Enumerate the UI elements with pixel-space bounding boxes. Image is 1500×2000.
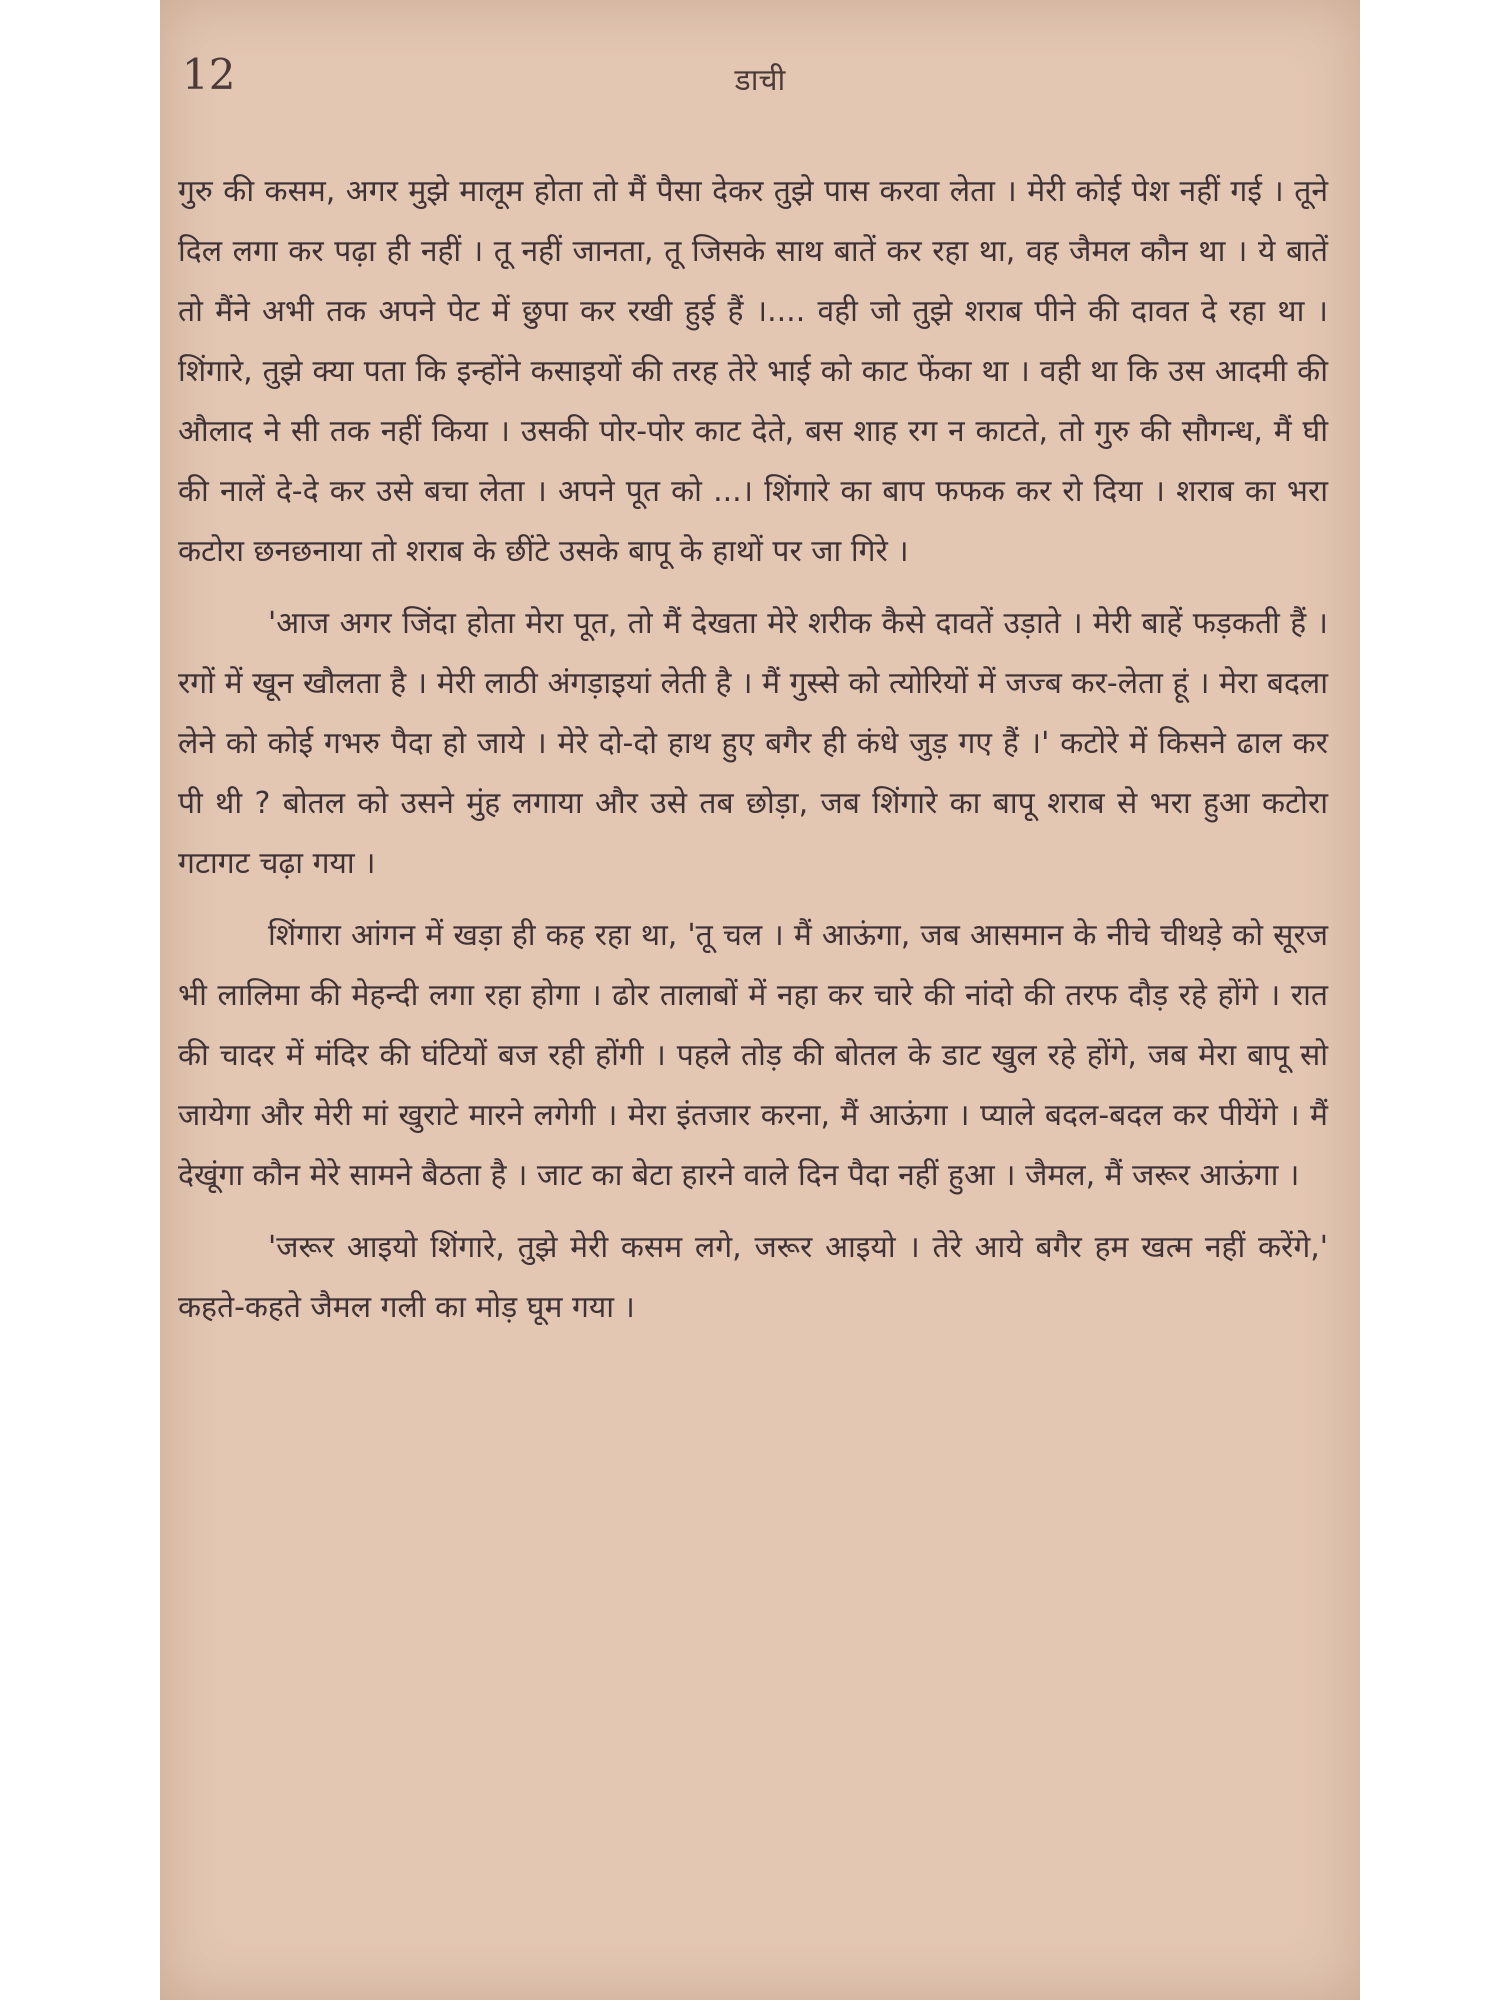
running-title: डाची: [734, 63, 786, 98]
book-page: [160, 0, 1360, 2000]
paragraph-3: शिंगारा आंगन में खड़ा ही कह रहा था, 'तू चल । मैं आऊंगा, जब आसमान के नीचे चीथड़े को सूरज भी लालिमा की मेहन्दी लगा रहा होगा । ढोर तालाबों में नहा कर चारे की नांदो की तरफ दौड़ रहे होंगे । रात की चादर में मंदिर की घंटियों बज रही होंगी । पहले तोड़ की बोतल के डाट खुल रहे होंगे, जब मेरा बापू सो जायेगा और मेरी मां खुराटे मारने लगेगी । मेरा इंतजार करना, मैं आऊंगा । प्याले बदल-बदल कर पीयेंगे । मैं देखूंगा कौन मेरे सामने बैठता है । जाट का बेटा हारने वाले दिन पैदा नहीं हुआ । जैमल, मैं जरूर आऊंगा ।: [178, 918, 1328, 1193]
paragraph-1: गुरु की कसम, अगर मुझे मालूम होता तो मैं पैसा देकर तुझे पास करवा लेता । मेरी कोई पेश नहीं गई । तूने दिल लगा कर पढ़ा ही नहीं । तू नहीं जानता, तू जिसके साथ बातें कर रहा था, वह जैमल कौन था । ये बातें तो मैंने अभी तक अपने पेट में छुपा कर रखी हुई हैं ।.... वही जो तुझे शराब पीने की दावत दे रहा था । शिंगारे, तुझे क्या पता कि इन्होंने कसाइयों की तरह तेरे भाई को काट फेंका था । वही था कि उस आदमी की औलाद ने सी तक नहीं किया । उसकी पोर-पोर काट देते, बस शाह रग न काटते, तो गुरु की सौगन्ध, मैं घी की नालें दे-दे कर उसे बचा लेता । अपने पूत को ...। शिंगारे का बाप फफक कर रो दिया । शराब का भरा कटोरा छनछनाया तो शराब के छींटे उसके बापू के हाथों पर जा गिरे ।: [178, 174, 1328, 569]
page-number: 12: [182, 50, 236, 99]
paragraph-4: 'जरूर आइयो शिंगारे, तुझे मेरी कसम लगे, जरूर आइयो । तेरे आये बगैर हम खत्म नहीं करेंगे,' कहते-कहते जैमल गली का मोड़ घूम गया ।: [178, 1230, 1328, 1325]
page-body: [178, 162, 1328, 1350]
paragraph-2: 'आज अगर जिंदा होता मेरा पूत, तो मैं देखता मेरे शरीक कैसे दावतें उड़ाते । मेरी बाहें फड़कती हैं । रगों में खून खौलता है । मेरी लाठी अंगड़ाइयां लेती है । मैं गुस्से को त्योरियों में जज्ब कर-लेता हूं । मेरा बदला लेने को कोई गभरु पैदा हो जाये । मेरे दो-दो हाथ हुए बगैर ही कंधे जुड़ गए हैं ।' कटोरे में किसने ढाल कर पी थी ? बोतल को उसने मुंह लगाया और उसे तब छोड़ा, जब शिंगारे का बापू शराब से भरा हुआ कटोरा गटागट चढ़ा गया ।: [178, 606, 1328, 881]
